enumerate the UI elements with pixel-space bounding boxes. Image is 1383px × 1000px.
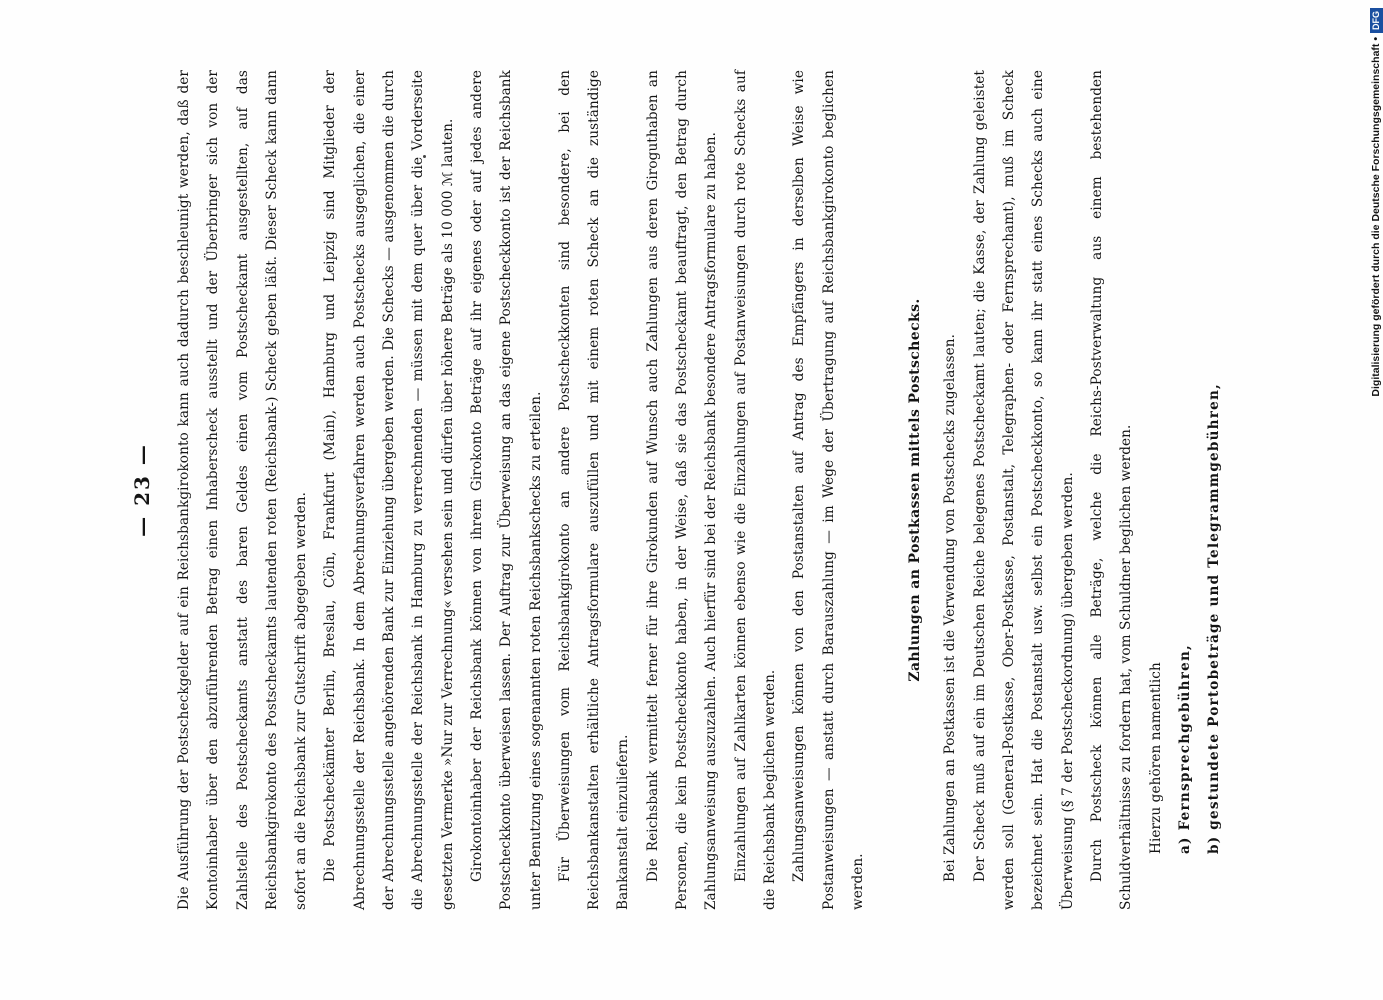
paragraph: Die Postscheckämter Berlin, Breslau, Cöln, Frankfurt (Main), Hamburg und Leipzig sind Mitglieder der Abrechnungsstelle der Reichsbank. In dem Abrechnungsverfahren werden auch Postschecks ausgeglichen, die einer der Abrechnungsstelle angehörenden Bank zur Einziehung übergeben werden. Die Schecks — ausgenommen die durch die Abrechnungsstelle der Reichsbank in Hamburg zu verrechnenden — müssen mit dem quer über die Vorderseite gesetzten Vermerke »Nur zur Verrechnung« versehen sein und dürfen über höhere Beträge als 10 000 ℳ lauten. — [322, 70, 456, 910]
paragraph: Die Ausführung der Postscheckgelder auf ein Reichsbankgirokonto kann auch dadurch beschleunigt werden, daß der Kontoinhaber über den abzuführenden Betrag einen Inhaberscheck ausstellt und der Überbringer sich von der Zahlstelle des Postscheckamts anstatt des baren Geldes einen vom Postscheckamt ausgestellten, auf das Reichsbankgirokonto des Postscheckamts lautenden roten (Reichsbank-) Scheck geben läßt. Dieser Scheck kann dann sofort an die Reichsbank zur Gutschrift abgegeben werden. — [176, 70, 310, 910]
paragraph: Zahlungsanweisungen können von den Postanstalten auf Antrag des Empfängers in derselben Weise wie Postanweisungen — anstatt durch Barauszahlung — im Wege der Übertragung auf Reichsbankgirokonto beglichen werden. — [791, 70, 866, 910]
rotated-document-page — [130, 70, 1223, 910]
paragraph: Für Überweisungen vom Reichsbankgirokonto an andere Postscheckkonten sind besondere, bei den Reichsbankanstalten erhältliche Antragsformulare auszufüllen und mit einem roten Scheck an die zuständige Bankanstalt einzuliefern. — [556, 70, 632, 910]
section-paragraph: Durch Postscheck können alle Beträge, welche die Reichs-Postverwaltung aus einem bestehenden Schuldverhältnisse zu fordern hat, vom Schuldner beglichen werden. — [1088, 70, 1135, 910]
paragraph: Girokontoinhaber der Reichsbank können von ihrem Girokonto Beträge auf ihr eigenes oder auf jedes andere Postscheckkonto überweisen lassen. Der Auftrag zur Überweisung an das eigene Postscheckkonto ist der Reichsbank unter Benutzung eines sogenannten roten Reichsbankschecks zu erteilen. — [468, 70, 544, 910]
section-paragraph: Der Scheck muß auf ein im Deutschen Reiche belegenes Postscheckamt lauten; die Kasse, der Zahlung geleistet werden soll (General-Postkasse, Ober-Postkasse, Postanstalt, Telegraphen- oder Fernsprechamt), muß im Scheck bezeichnet sein. Hat die Postanstalt usw. selbst ein Postscheckkonto, so kann ihr statt eines Schecks auch eine Überweisung (§ 7 der Postscheckordnung) übergeben werden. — [971, 70, 1076, 910]
page-number-header: — 23 — — [130, 443, 154, 537]
paragraph: Die Reichsbank vermittelt ferner für ihre Girokunden auf Wunsch auch Zahlungen aus deren Giroguthaben an Personen, die kein Postscheckkonto haben, in der Weise, daß sie das Postscheckamt beauftragt, den Betrag durch Zahlungsanweisung auszuzahlen. Auch hierfür sind bei der Reichsbank besondere Antragsformulare zu haben. — [644, 70, 720, 910]
paragraph: Einzahlungen auf Zahlkarten können ebenso wie die Einzahlungen auf Postanweisungen durch rote Schecks auf die Reichsbank beglichen werden. — [732, 70, 778, 910]
list-item: a) Fernsprechgebühren, — [1176, 644, 1193, 854]
credit-text: Digitalisierung gefördert durch die Deutsche Forschungsgemeinschaft • — [1370, 37, 1382, 397]
credit-line — [1370, 8, 1383, 968]
list-item: b) gestundete Portobeträge und Telegrammgebühren, — [1206, 383, 1223, 854]
digitization-credit — [1370, 8, 1383, 992]
document-body — [170, 70, 1229, 910]
section-heading: Zahlungen an Postkassen mittels Postschecks. — [907, 298, 924, 682]
list-lead: Hierzu gehören namentlich — [1147, 662, 1164, 854]
dfg-logo: DFG — [1370, 8, 1383, 33]
section-paragraph: Bei Zahlungen an Postkassen ist die Verwendung von Postschecks zugelassen. — [942, 333, 959, 882]
